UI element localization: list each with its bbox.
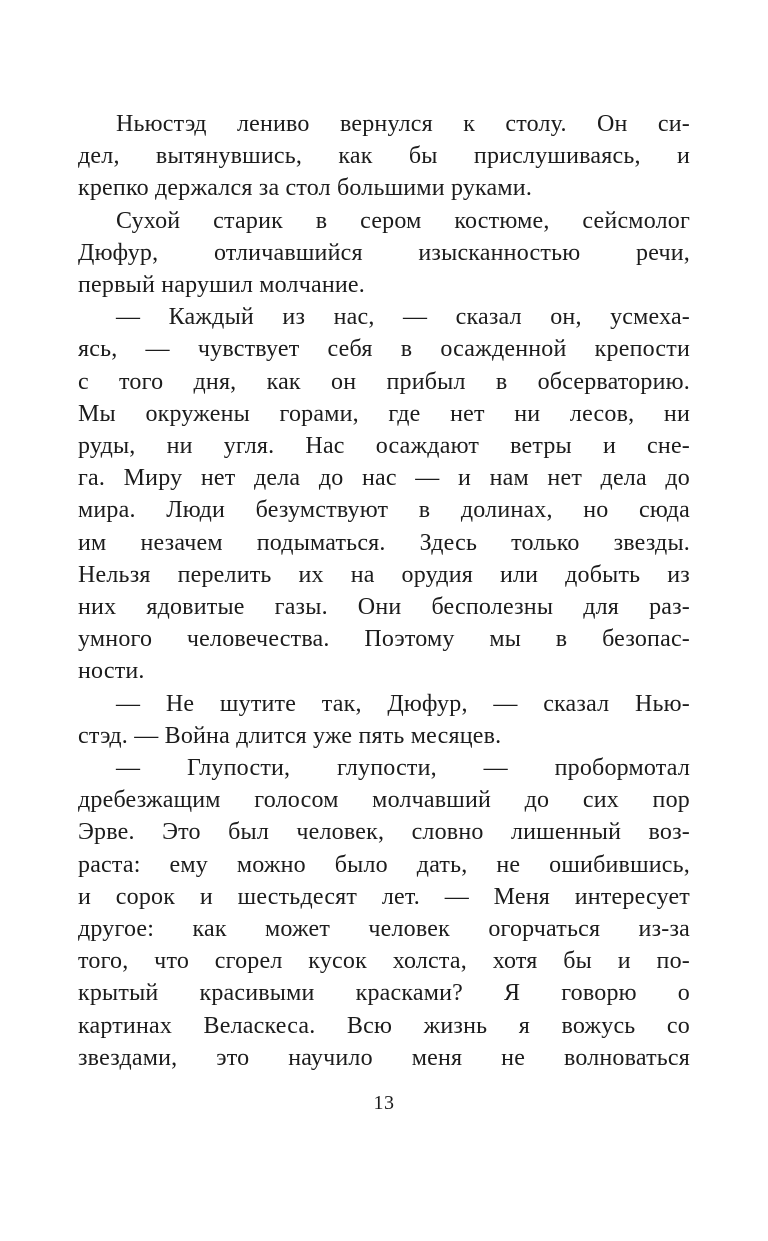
text-line: того, что сгорел кусок холста, хотя бы и по- — [78, 948, 690, 975]
text-line: раста: ему можно было дать, не ошибившись, — [78, 851, 690, 878]
text-line: Дюфур, отличавшийся изысканностью речи, — [78, 239, 690, 266]
text-line: дребезжащим голосом молчавший до сих пор — [78, 787, 690, 814]
text-line: мира. Люди безумствуют в долинах, но сюда — [78, 497, 690, 524]
text-line: га. Миру нет дела до нас — и нам нет дела до — [78, 465, 690, 492]
text-line: стэд. — Война длится уже пять месяцев. — [78, 722, 502, 749]
paragraph — [78, 688, 690, 752]
text-line: Мы окружены горами, где нет ни лесов, ни — [78, 400, 690, 427]
page-number: 13 — [373, 1092, 395, 1114]
text-line: — Каждый из нас, — сказал он, усмеха- — [116, 304, 690, 331]
text-line: звездами, это научило меня не волноваться — [78, 1044, 690, 1071]
text-line: дел, вытянувшись, как бы прислушиваясь, и — [78, 143, 690, 170]
text-line: первый нарушил молчание. — [78, 272, 365, 299]
paragraph — [78, 301, 690, 687]
text-line: и сорок и шестьдесят лет. — Меня интересует — [78, 883, 690, 910]
text-line: — Не шутите так, Дюфур, — сказал Нью- — [116, 690, 690, 717]
text-line: крытый красивыми красками? Я говорю о — [78, 980, 690, 1007]
text-line: — Глупости, глупости, — пробормотал — [116, 755, 690, 782]
paragraph — [78, 752, 690, 1074]
text-block — [78, 108, 690, 1074]
text-line: Сухой старик в сером костюме, сейсмолог — [116, 207, 690, 234]
paragraph — [78, 205, 690, 302]
text-line: крепко держался за стол большими руками. — [78, 175, 533, 202]
text-line: Нельзя перелить их на орудия или добыть из — [78, 561, 690, 588]
paragraph — [78, 108, 690, 205]
text-line: Эрве. Это был человек, словно лишенный воз- — [78, 819, 690, 846]
text-line: руды, ни угля. Нас осаждают ветры и сне- — [78, 433, 690, 460]
text-line: картинах Веласкеса. Всю жизнь я вожусь со — [78, 1012, 690, 1039]
text-line: с того дня, как он прибыл в обсерваторию. — [78, 368, 690, 395]
text-line: них ядовитые газы. Они бесполезны для раз- — [78, 594, 690, 621]
text-line: ности. — [78, 658, 145, 685]
text-line: им незачем подыматься. Здесь только звезды. — [78, 529, 690, 556]
text-line: Ньюстэд лениво вернулся к столу. Он си- — [116, 111, 690, 137]
text-line: другое: как может человек огорчаться из-за — [78, 916, 690, 943]
text-line: ясь, — чувствует себя в осажденной крепости — [78, 336, 690, 363]
text-line: умного человечества. Поэтому мы в безопас- — [78, 626, 690, 653]
